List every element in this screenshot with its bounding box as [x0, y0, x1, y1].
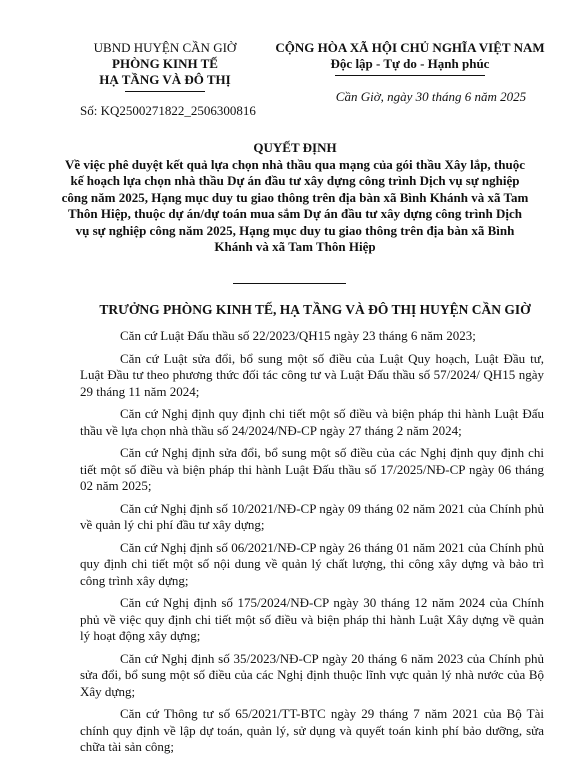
agency-name: PHÒNG KINH TẾ: [112, 56, 218, 71]
legal-basis-paragraph: Căn cứ Nghị định quy định chi tiết một số điều và biện pháp thi hành Luật Đấu thầu về lựa chọn nhà thầu số 24/2024/NĐ-CP ngày 27 tháng 2 năm 2024;: [80, 406, 544, 438]
legal-basis-list: [80, 328, 544, 762]
decision-title-block: [60, 140, 530, 256]
legal-basis-paragraph: Căn cứ Nghị định số 10/2021/NĐ-CP ngày 09 tháng 02 năm 2021 của Chính phủ về quản lý chi phí đầu tư xây dựng;: [80, 500, 544, 532]
document-number: Số: KQ2500271822_2506300816: [80, 103, 256, 118]
national-header-block: [258, 40, 562, 76]
legal-basis-paragraph: Căn cứ Nghị định số 175/2024/NĐ-CP ngày 30 tháng 12 năm 2024 của Chính phủ về việc quy định chi tiết một số điều và biện pháp thi hành Luật Xây dựng về quản lý hoạt động xây dựng;: [80, 595, 544, 643]
legal-basis-paragraph: Căn cứ Luật sửa đổi, bổ sung một số điều của Luật Quy hoạch, Luật Đầu tư, Luật Đầu tư theo phương thức đối tác công tư và Luật Đấu thầu số 57/2024/ QH15 ngày 29 tháng 11 năm 2024;: [80, 350, 544, 399]
nation-name: CỘNG HÒA XÃ HỘI CHỦ NGHĨA VIỆT NAM: [275, 40, 545, 55]
national-motto: Độc lập - Tự do - Hạnh phúc: [330, 56, 490, 71]
legal-basis-paragraph: Căn cứ Nghị định số 35/2023/NĐ-CP ngày 20 tháng 6 năm 2023 của Chính phủ sửa đổi, bổ sung một số điều của các Nghị định thuộc lĩnh vực quản lý nhà nước của Bộ Xây dựng;: [80, 650, 544, 699]
legal-basis-paragraph: Căn cứ Nghị định sửa đổi, bổ sung một số điều của các Nghị định quy định chi tiết một số điều và biện pháp thi hành Luật Đấu thầu số 17/2025/NĐ-CP ngày 06 tháng 02 năm 2025;: [80, 445, 544, 493]
agency-underline: [125, 91, 205, 92]
legal-basis-paragraph: Căn cứ Luật Đấu thầu số 22/2023/QH15 ngày 23 tháng 6 năm 2023;: [120, 328, 476, 343]
issuing-authority: TRƯỞNG PHÒNG KINH TẾ, HẠ TẦNG VÀ ĐÔ THỊ HUYỆN CẦN GIỜ: [99, 302, 531, 317]
issuing-agency-block: [70, 40, 260, 92]
decision-title: QUYẾT ĐỊNH: [253, 140, 337, 155]
decision-subject: Về việc phê duyệt kết quả lựa chọn nhà thầu qua mạng của gói thầu Xây lắp, thuộc kế hoạch lựa chọn nhà thầu Dự án đầu tư xây dựng công trình Dịch vụ sự nghiệp công năm 2025, Hạng mục duy tu giao thông trên địa bàn xã Bình Khánh và xã Tam Thôn Hiệp, thuộc dự án/dự toán mua sắm Dự án đầu tư xây dựng công trình Dịch vụ sự nghiệp công năm 2025, Hạng mục duy tu giao thông trên địa bàn xã Bình Khánh và xã Tam Thôn Hiệp: [61, 156, 529, 254]
place-date: Cần Giờ, ngày 30 tháng 6 năm 2025: [335, 89, 527, 104]
legal-basis-paragraph: Căn cứ Nghị định số 06/2021/NĐ-CP ngày 26 tháng 01 năm 2021 của Chính phủ quy định chi tiết một số nội dung về quản lý chất lượng, thi công xây dựng và bảo trì công trình xây dựng;: [80, 539, 544, 588]
agency-name-line2: HẠ TẦNG VÀ ĐÔ THỊ: [99, 72, 231, 87]
motto-underline: [335, 75, 485, 76]
agency-parent: UBND HUYỆN CẦN GIỜ: [93, 40, 237, 55]
title-underline: [233, 283, 346, 284]
legal-basis-paragraph: Căn cứ Thông tư số 65/2021/TT-BTC ngày 29 tháng 7 năm 2021 của Bộ Tài chính quy định về lập dự toán, quản lý, sử dụng và quyết toán kinh phí bảo dưỡng, sửa chữa tài sản công;: [80, 706, 544, 754]
